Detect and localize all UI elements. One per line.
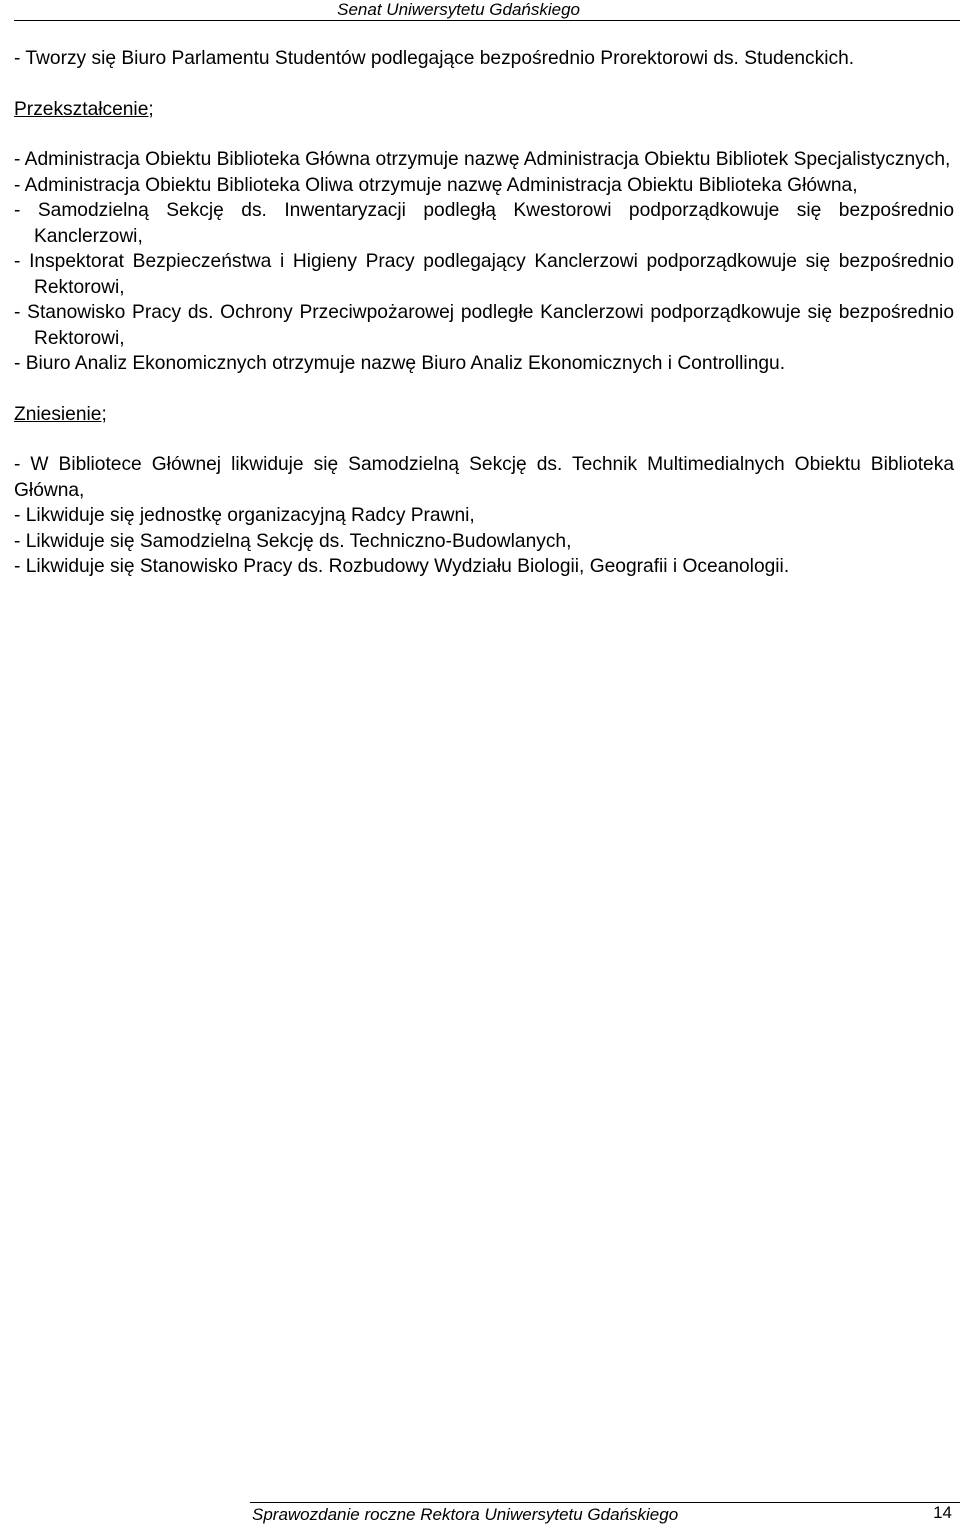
intro-item: - Tworzy się Biuro Parlamentu Studentów podlegające bezpośrednio Prorektorowi ds. Studenckich.	[14, 48, 855, 69]
footer-rule	[250, 1502, 960, 1503]
list-item: - Stanowisko Pracy ds. Ochrony Przeciwpożarowej podległe Kanclerzowi podporządkowuje się bezpośrednio Rektorowi,	[14, 302, 954, 349]
section-heading-transform: Przekształcenie;	[14, 98, 154, 120]
document-body	[14, 46, 954, 580]
page-header	[0, 0, 960, 20]
page-number: 14	[933, 1503, 952, 1522]
list-item: - Samodzielną Sekcję ds. Inwentaryzacji podległą Kwestorowi podporządkowuje się bezpośrednio Kanclerzowi,	[14, 200, 954, 247]
list-item: - Likwiduje się Stanowisko Pracy ds. Rozbudowy Wydziału Biologii, Geografii i Oceanologii.	[14, 556, 790, 577]
list-item: - Inspektorat Bezpieczeństwa i Higieny Pracy podlegający Kanclerzowi podporządkowuje się bezpośrednio Rektorowi,	[14, 251, 954, 298]
list-item: - Biuro Analiz Ekonomicznych otrzymuje nazwę Biuro Analiz Ekonomicznych i Controllingu.	[14, 353, 786, 374]
header-rule	[14, 20, 960, 21]
list-item: - Administracja Obiektu Biblioteka Główna otrzymuje nazwę Administracja Obiektu Bibliotek Specjalistycznych,	[14, 149, 951, 170]
list-item: - Likwiduje się jednostkę organizacyjną Radcy Prawni,	[14, 505, 475, 526]
list-item: - W Bibliotece Głównej likwiduje się Samodzielną Sekcję ds. Technik Multimedialnych Obiektu Biblioteka Główna,	[14, 454, 954, 501]
header-title: Senat Uniwersytetu Gdańskiego	[337, 0, 580, 19]
list-item: - Administracja Obiektu Biblioteka Oliwa otrzymuje nazwę Administracja Obiektu Biblioteka Główna,	[14, 174, 858, 196]
section-heading-remove: Zniesienie;	[14, 403, 107, 425]
footer-title: Sprawozdanie roczne Rektora Uniwersytetu Gdańskiego	[252, 1505, 679, 1524]
list-item: - Likwiduje się Samodzielną Sekcję ds. Techniczno-Budowlanych,	[14, 530, 572, 552]
